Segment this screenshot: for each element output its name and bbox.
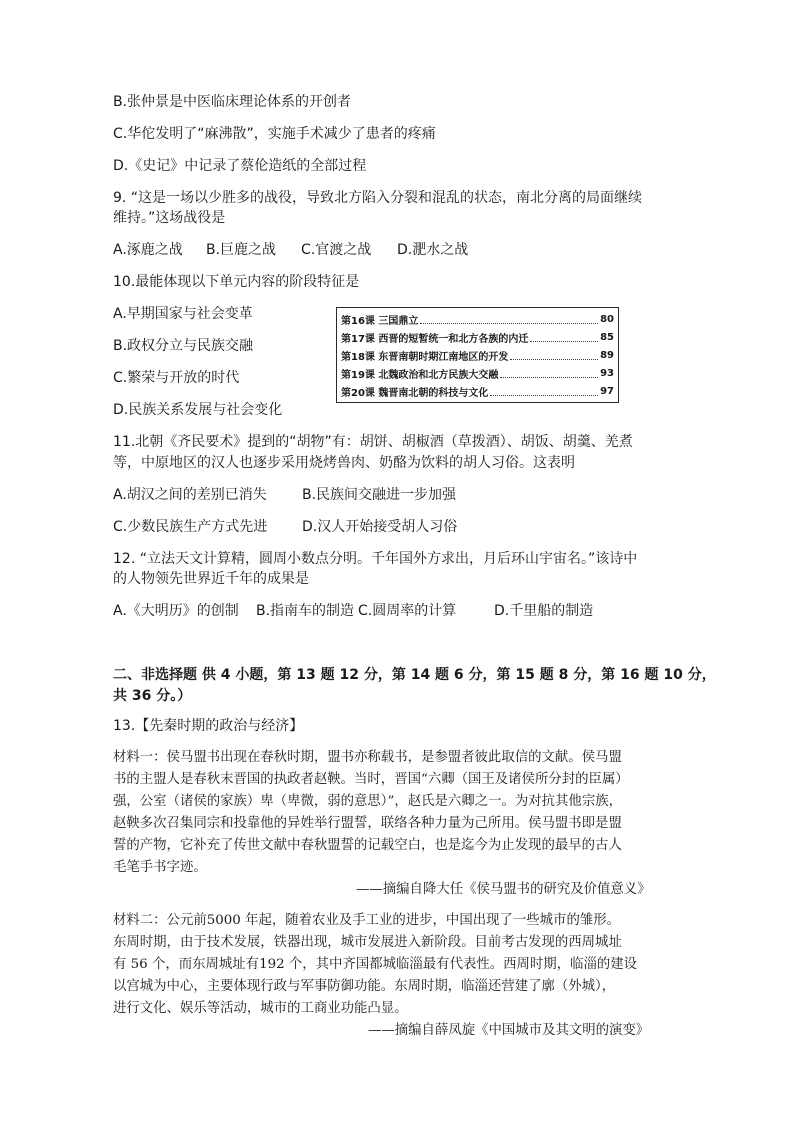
- q9-option-b: B.巨鹿之战: [206, 242, 277, 258]
- q12-option-b: B.指南车的制造: [256, 603, 355, 619]
- toc-title: 第18课 东晋南朝时期江南地区的开发: [341, 352, 509, 363]
- q12-option-c: C.圆周率的计算: [358, 603, 457, 619]
- toc-row: [341, 365, 614, 382]
- toc-title: 第16课 三国鼎立: [341, 316, 419, 327]
- q10-option-c: C.繁荣与开放的时代: [113, 370, 240, 386]
- toc-title: 第20课 魏晋南北朝的科技与文化: [341, 388, 489, 399]
- material2-line: 东周时期，由于技术发展，铁器出现，城市发展进入新阶段。目前考古发现的西周城址: [113, 935, 622, 950]
- toc-page: 97: [600, 386, 614, 397]
- toc-row: [341, 311, 614, 328]
- material1-line: 毛笔手书字迹。: [113, 860, 207, 875]
- q10-option-a: A.早期国家与社会变革: [113, 306, 253, 322]
- material1-line: 书的主盟人是春秋末晋国的执政者赵鞅。当时，晋国“六卿（国王及诸侯所分封的臣属）: [113, 772, 629, 787]
- q9-option-c: C.官渡之战: [301, 242, 372, 258]
- q11-option-c: C.少数民族生产方式先进: [113, 519, 268, 535]
- material1-line: 强，公室（诸侯的家族）卑（卑微，弱的意思）”，赵氏是六卿之一。为对抗其他宗族，: [113, 794, 622, 809]
- q9-stem-line2: 维持。”这场战役是: [113, 210, 226, 226]
- material1-line: 赵鞅多次召集同宗和投靠他的异姓举行盟誓，联络各种力量为己所用。侯马盟书即是盟: [113, 816, 622, 831]
- toc-page: 85: [600, 332, 614, 343]
- q11-stem-line1: 11.北朝《齐民要术》提到的“胡物”有：胡饼、胡椒酒（草拨酒）、胡饭、胡羹、羌煮: [113, 434, 633, 450]
- section-header-line2: 共 36 分。）: [113, 688, 192, 704]
- toc-row: [341, 383, 614, 400]
- q12-stem-line2: 的人物领先世界近千年的成果是: [113, 571, 309, 587]
- material1-line: 材料一：侯马盟书出现在春秋时期，盟书亦称载书，是参盟者彼此取信的文献。侯马盟: [113, 750, 622, 765]
- q12-option-d: D.千里船的制造: [494, 603, 594, 619]
- toc-page: 93: [600, 368, 614, 379]
- q12-option-a: A.《大明历》的创制: [113, 603, 239, 619]
- material2-source: ——摘编自薛凤旋《中国城市及其文明的演变》: [368, 1023, 650, 1038]
- toc-row: [341, 347, 614, 364]
- table-of-contents-image: [336, 307, 619, 403]
- material2-line: 以宫城为中心，主要体现行政与军事防御功能。东周时期，临淄还营建了廓（外城），: [113, 979, 616, 994]
- q9-stem-line1: 9. “这是一场以少胜多的战役，导致北方陷入分裂和混乱的状态，南北分离的局面继续: [113, 190, 643, 206]
- toc-title: 第19课 北魏政治和北方民族大交融: [341, 370, 499, 381]
- q10-option-d: D.民族关系发展与社会变化: [113, 402, 283, 418]
- q13-title: 13.【先秦时期的政治与经济】: [113, 718, 304, 734]
- q11-option-b: B.民族间交融进一步加强: [302, 487, 457, 503]
- q11-stem-line2: 等，中原地区的汉人也逐步采用烧烤兽肉、奶酪为饮料的胡人习俗。这表明: [113, 455, 575, 471]
- q8-option-d: D.《史记》中记录了蔡伦造纸的全部过程: [113, 158, 367, 174]
- toc-row: [341, 329, 614, 346]
- q11-option-a: A.胡汉之间的差别已消失: [113, 487, 267, 503]
- q9-option-a: A.涿鹿之战: [113, 242, 183, 258]
- toc-page: 80: [600, 314, 614, 325]
- q9-option-d: D.淝水之战: [397, 242, 469, 258]
- material2-line: 进行文化、娱乐等活动，城市的工商业功能凸显。: [113, 1001, 408, 1016]
- section-header-line1: 二、非选择题 供 4 小题，第 13 题 12 分，第 14 题 6 分，第 15 题 8 分，第 16 题 10 分，: [113, 667, 716, 683]
- q10-stem: 10.最能体现以下单元内容的阶段特征是: [113, 274, 360, 290]
- material1-source: ——摘编自降大任《侯马盟书的研究及价值意义》: [356, 882, 651, 897]
- q11-option-d: D.汉人开始接受胡人习俗: [302, 519, 458, 535]
- material1-line: 誓的产物，它补充了传世文献中春秋盟誓的记载空白，也是迄今为止发现的最早的古人: [113, 838, 622, 853]
- q8-option-b: B.张仲景是中医临床理论体系的开创者: [113, 94, 352, 110]
- material2-line: 材料二：公元前5000 年起，随着农业及手工业的进步，中国出现了一些城市的雏形。: [113, 913, 621, 928]
- q10-option-b: B.政权分立与民族交融: [113, 338, 254, 354]
- toc-page: 89: [600, 350, 614, 361]
- material2-line: 有 56 个，而东周城址有192 个，其中齐国都城临淄最有代表性。西周时期，临淄的建设: [113, 957, 638, 972]
- q12-stem-line1: 12. “立法天文计算精，圆周小数点分明。千年国外方求出，月后环山宇宙名。”该诗中: [113, 551, 638, 567]
- q8-option-c: C.华佗发明了“麻沸散”，实施手术减少了患者的疼痛: [113, 126, 436, 142]
- toc-title: 第17课 西晋的短暂统一和北方各族的内迁: [341, 334, 529, 345]
